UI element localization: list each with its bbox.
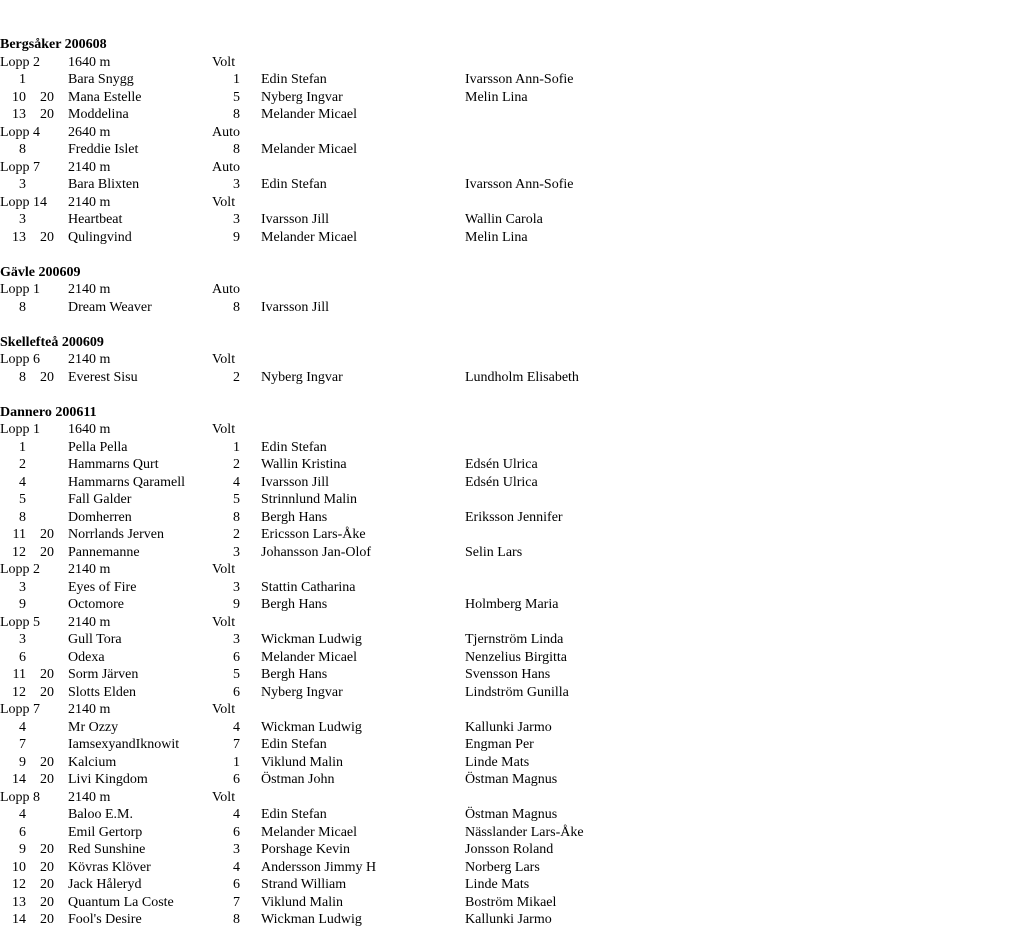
race-number: Lopp 2 xyxy=(0,54,41,70)
horse-name: Qulingvind xyxy=(68,229,132,245)
entry-row xyxy=(0,229,1024,247)
horse-name: Red Sunshine xyxy=(68,842,146,857)
handicap-tag: 20 xyxy=(40,684,54,700)
start-number: 9 xyxy=(19,842,26,857)
driver-name: Edin Stefan xyxy=(261,72,327,87)
race-header xyxy=(0,124,1024,142)
trainer-name: Östman Magnus xyxy=(465,807,558,822)
entry-row xyxy=(0,596,1024,614)
start-number: 3 xyxy=(19,632,26,647)
post-position: 3 xyxy=(233,632,240,647)
start-number: 5 xyxy=(19,492,26,507)
horse-name: Emil Gertorp xyxy=(68,824,143,840)
horse-name: Bara Blixten xyxy=(68,177,140,192)
trainer-name: Ivarsson Ann-Sofie xyxy=(465,177,574,192)
trainer-name: Linde Mats xyxy=(465,877,530,892)
driver-name: Edin Stefan xyxy=(261,737,327,752)
entry-row xyxy=(0,684,1024,702)
driver-name: Strinnlund Malin xyxy=(261,492,358,507)
start-method: Volt xyxy=(212,194,236,210)
start-number: 10 xyxy=(12,859,26,875)
start-method: Volt xyxy=(212,702,236,717)
start-number: 1 xyxy=(19,439,26,455)
race-header xyxy=(0,194,1024,212)
race-distance: 2140 m xyxy=(68,789,111,805)
horse-name: Sorm Järven xyxy=(68,667,139,682)
race-distance: 1640 m xyxy=(68,54,111,70)
handicap-tag: 20 xyxy=(40,842,54,857)
start-number: 11 xyxy=(12,527,26,542)
trainer-name: Eriksson Jennifer xyxy=(465,509,563,525)
entry-row xyxy=(0,176,1024,194)
horse-name: Livi Kingdom xyxy=(68,772,148,787)
horse-name: Moddelina xyxy=(68,107,129,122)
start-number: 13 xyxy=(12,894,26,910)
driver-name: Edin Stefan xyxy=(261,177,327,192)
race-distance: 2140 m xyxy=(68,282,111,297)
trainer-name: Lindström Gunilla xyxy=(465,684,569,700)
race-distance: 2140 m xyxy=(68,614,111,630)
start-number: 9 xyxy=(19,754,26,770)
post-position: 3 xyxy=(233,842,240,857)
post-position: 4 xyxy=(233,719,240,735)
entry-row xyxy=(0,71,1024,89)
start-number: 3 xyxy=(19,579,26,595)
entry-row xyxy=(0,456,1024,474)
horse-name: Odexa xyxy=(68,649,105,665)
entry-row xyxy=(0,631,1024,649)
race-distance: 2140 m xyxy=(68,159,111,175)
section-spacer xyxy=(0,316,1024,334)
post-position: 1 xyxy=(233,72,240,87)
handicap-tag: 20 xyxy=(40,912,54,927)
driver-name: Johansson Jan-Olof xyxy=(261,544,372,560)
driver-name: Wickman Ludwig xyxy=(261,719,362,735)
horse-name: Mana Estelle xyxy=(68,89,142,105)
race-distance: 2140 m xyxy=(68,194,111,210)
driver-name: Wickman Ludwig xyxy=(261,632,362,647)
start-number: 13 xyxy=(12,107,26,122)
horse-name: Fool's Desire xyxy=(68,912,142,927)
start-method: Volt xyxy=(212,352,236,367)
race-header xyxy=(0,789,1024,807)
horse-name: Everest Sisu xyxy=(68,369,138,385)
post-position: 5 xyxy=(233,667,240,682)
post-position: 8 xyxy=(233,299,240,315)
post-position: 5 xyxy=(233,89,240,105)
driver-name: Melander Micael xyxy=(261,649,358,665)
start-number: 11 xyxy=(12,667,26,682)
post-position: 1 xyxy=(233,754,240,770)
race-header xyxy=(0,159,1024,177)
start-number: 6 xyxy=(19,824,26,840)
handicap-tag: 20 xyxy=(40,544,54,560)
post-position: 8 xyxy=(233,509,240,525)
trainer-name: Selin Lars xyxy=(465,544,523,560)
driver-name: Ivarsson Jill xyxy=(261,474,330,490)
race-number: Lopp 5 xyxy=(0,614,41,630)
post-position: 8 xyxy=(233,107,240,122)
start-number: 3 xyxy=(19,177,26,192)
entry-row xyxy=(0,736,1024,754)
race-distance: 2140 m xyxy=(68,562,111,577)
race-header xyxy=(0,54,1024,72)
post-position: 1 xyxy=(233,439,240,455)
race-number: Lopp 4 xyxy=(0,124,41,140)
entry-row xyxy=(0,579,1024,597)
post-position: 3 xyxy=(233,544,240,560)
horse-name: Hammarns Qurt xyxy=(68,457,159,472)
post-position: 4 xyxy=(233,474,240,490)
entry-row xyxy=(0,719,1024,737)
post-position: 4 xyxy=(233,807,240,822)
race-number: Lopp 8 xyxy=(0,789,41,805)
trainer-name: Östman Magnus xyxy=(465,772,558,787)
race-number: Lopp 7 xyxy=(0,159,41,175)
trainer-name: Tjernström Linda xyxy=(465,632,564,647)
race-distance: 2140 m xyxy=(68,702,111,717)
driver-name: Ivarsson Jill xyxy=(261,212,330,227)
start-number: 9 xyxy=(19,597,26,612)
race-number: Lopp 6 xyxy=(0,352,41,367)
trainer-name: Boström Mikael xyxy=(465,894,557,910)
start-number: 3 xyxy=(19,212,26,227)
post-position: 5 xyxy=(233,492,240,507)
start-number: 6 xyxy=(19,649,26,665)
handicap-tag: 20 xyxy=(40,877,54,892)
start-number: 8 xyxy=(19,299,26,315)
driver-name: Melander Micael xyxy=(261,824,358,840)
entry-row xyxy=(0,771,1024,789)
post-position: 4 xyxy=(233,859,240,875)
section-spacer xyxy=(0,246,1024,264)
entry-row xyxy=(0,754,1024,772)
horse-name: Hammarns Qaramell xyxy=(68,474,186,490)
post-position: 2 xyxy=(233,457,240,472)
horse-name: IamsexyandIknowit xyxy=(68,737,180,752)
trainer-name: Linde Mats xyxy=(465,754,530,770)
entry-row xyxy=(0,141,1024,159)
horse-name: Dream Weaver xyxy=(68,299,152,315)
race-header xyxy=(0,281,1024,299)
race-number: Lopp 14 xyxy=(0,194,48,210)
post-position: 6 xyxy=(233,684,240,700)
race-header xyxy=(0,701,1024,719)
race-header xyxy=(0,351,1024,369)
race-number: Lopp 1 xyxy=(0,282,41,297)
entry-row xyxy=(0,89,1024,107)
entry-row xyxy=(0,439,1024,457)
post-position: 3 xyxy=(233,177,240,192)
start-method: Auto xyxy=(212,282,240,297)
start-method: Volt xyxy=(212,562,236,577)
start-number: 4 xyxy=(19,719,26,735)
driver-name: Ivarsson Jill xyxy=(261,299,330,315)
horse-name: Heartbeat xyxy=(68,212,123,227)
start-number: 14 xyxy=(12,912,26,927)
post-position: 9 xyxy=(233,597,240,612)
horse-name: Quantum La Coste xyxy=(68,894,174,910)
trainer-name: Lundholm Elisabeth xyxy=(465,369,579,385)
driver-name: Östman John xyxy=(261,772,335,787)
horse-name: Slotts Elden xyxy=(68,684,137,700)
driver-name: Stattin Catharina xyxy=(261,579,356,595)
start-method: Auto xyxy=(212,159,240,175)
horse-name: Mr Ozzy xyxy=(68,719,119,735)
meeting-title: Gävle 200609 xyxy=(0,264,81,280)
post-position: 9 xyxy=(233,229,240,245)
entry-row xyxy=(0,876,1024,894)
post-position: 6 xyxy=(233,824,240,840)
start-number: 1 xyxy=(19,72,26,87)
trainer-name: Jonsson Roland xyxy=(465,842,554,857)
driver-name: Wallin Kristina xyxy=(261,457,347,472)
horse-name: Eyes of Fire xyxy=(68,579,137,595)
handicap-tag: 20 xyxy=(40,229,54,245)
entry-row xyxy=(0,491,1024,509)
race-distance: 1640 m xyxy=(68,422,111,437)
handicap-tag: 20 xyxy=(40,894,54,910)
entry-row xyxy=(0,824,1024,842)
driver-name: Bergh Hans xyxy=(261,667,328,682)
trainer-name: Edsén Ulrica xyxy=(465,457,538,472)
driver-name: Edin Stefan xyxy=(261,807,327,822)
entry-row xyxy=(0,299,1024,317)
trainer-name: Edsén Ulrica xyxy=(465,474,538,490)
horse-name: Bara Snygg xyxy=(68,72,134,87)
driver-name: Ericsson Lars-Åke xyxy=(261,527,366,542)
driver-name: Nyberg Ingvar xyxy=(261,684,343,700)
trainer-name: Nenzelius Birgitta xyxy=(465,649,567,665)
start-number: 7 xyxy=(19,737,26,752)
entry-row xyxy=(0,369,1024,387)
start-number: 12 xyxy=(12,877,26,892)
horse-name: Norrlands Jerven xyxy=(68,527,165,542)
horse-name: Domherren xyxy=(68,509,132,525)
horse-name: Pannemanne xyxy=(68,544,140,560)
race-number: Lopp 1 xyxy=(0,422,41,437)
post-position: 6 xyxy=(233,877,240,892)
start-number: 12 xyxy=(12,684,26,700)
horse-name: Octomore xyxy=(68,597,124,612)
trainer-name: Kallunki Jarmo xyxy=(465,912,552,927)
driver-name: Bergh Hans xyxy=(261,597,328,612)
horse-name: Jack Håleryd xyxy=(68,877,142,892)
start-number: 14 xyxy=(12,772,26,787)
driver-name: Melander Micael xyxy=(261,229,358,245)
post-position: 8 xyxy=(233,142,240,157)
meeting-title: Dannero 200611 xyxy=(0,404,97,420)
post-position: 6 xyxy=(233,772,240,787)
race-header xyxy=(0,561,1024,579)
race-header xyxy=(0,421,1024,439)
start-method: Volt xyxy=(212,422,236,437)
start-number: 2 xyxy=(19,457,26,472)
entry-row xyxy=(0,894,1024,912)
handicap-tag: 20 xyxy=(40,89,54,105)
driver-name: Nyberg Ingvar xyxy=(261,89,343,105)
entry-row xyxy=(0,526,1024,544)
horse-name: Fall Galder xyxy=(68,492,132,507)
start-number: 13 xyxy=(12,229,26,245)
section-spacer xyxy=(0,386,1024,404)
start-number: 10 xyxy=(12,89,26,105)
entry-row xyxy=(0,859,1024,877)
trainer-name: Svensson Hans xyxy=(465,667,551,682)
start-method: Volt xyxy=(212,789,236,805)
post-position: 2 xyxy=(233,369,240,385)
start-method: Auto xyxy=(212,124,240,140)
horse-name: Kövras Klöver xyxy=(68,859,151,875)
horse-name: Baloo E.M. xyxy=(68,807,133,822)
post-position: 8 xyxy=(233,912,240,927)
start-method: Volt xyxy=(212,54,236,70)
post-position: 6 xyxy=(233,649,240,665)
horse-name: Freddie Islet xyxy=(68,142,139,157)
start-method: Volt xyxy=(212,614,236,630)
driver-name: Edin Stefan xyxy=(261,439,327,455)
trainer-name: Engman Per xyxy=(465,737,534,752)
post-position: 3 xyxy=(233,212,240,227)
start-number: 8 xyxy=(19,142,26,157)
meeting-title: Skellefteå 200609 xyxy=(0,334,104,350)
race-header xyxy=(0,614,1024,632)
entry-row xyxy=(0,649,1024,667)
trainer-name: Melin Lina xyxy=(465,89,528,105)
handicap-tag: 20 xyxy=(40,107,54,122)
handicap-tag: 20 xyxy=(40,527,54,542)
race-number: Lopp 2 xyxy=(0,562,41,577)
start-number: 8 xyxy=(19,509,26,525)
entry-row xyxy=(0,911,1024,929)
post-position: 7 xyxy=(233,894,240,910)
start-number: 4 xyxy=(19,474,26,490)
trainer-name: Ivarsson Ann-Sofie xyxy=(465,72,574,87)
race-number: Lopp 7 xyxy=(0,702,41,717)
start-number: 12 xyxy=(12,544,26,560)
horse-name: Kalcium xyxy=(68,754,117,770)
horse-name: Gull Tora xyxy=(68,632,122,647)
post-position: 7 xyxy=(233,737,240,752)
handicap-tag: 20 xyxy=(40,859,54,875)
entry-row xyxy=(0,806,1024,824)
handicap-tag: 20 xyxy=(40,667,54,682)
trainer-name: Norberg Lars xyxy=(465,859,540,875)
driver-name: Viklund Malin xyxy=(261,894,343,910)
driver-name: Viklund Malin xyxy=(261,754,343,770)
race-distance: 2140 m xyxy=(68,352,111,367)
entry-row xyxy=(0,474,1024,492)
driver-name: Melander Micael xyxy=(261,142,358,157)
race-distance: 2640 m xyxy=(68,124,111,140)
driver-name: Andersson Jimmy H xyxy=(261,859,377,875)
post-position: 2 xyxy=(233,527,240,542)
entry-row xyxy=(0,666,1024,684)
entry-row xyxy=(0,106,1024,124)
post-position: 3 xyxy=(233,579,240,595)
entry-row xyxy=(0,544,1024,562)
driver-name: Melander Micael xyxy=(261,107,358,122)
driver-name: Nyberg Ingvar xyxy=(261,369,343,385)
handicap-tag: 20 xyxy=(40,754,54,770)
horse-name: Pella Pella xyxy=(68,439,128,455)
entry-row xyxy=(0,211,1024,229)
handicap-tag: 20 xyxy=(40,772,54,787)
trainer-name: Kallunki Jarmo xyxy=(465,719,552,735)
trainer-name: Holmberg Maria xyxy=(465,597,559,612)
trainer-name: Melin Lina xyxy=(465,229,528,245)
entry-row xyxy=(0,841,1024,859)
driver-name: Wickman Ludwig xyxy=(261,912,362,927)
entry-row xyxy=(0,509,1024,527)
driver-name: Strand William xyxy=(261,877,347,892)
trainer-name: Wallin Carola xyxy=(465,212,543,227)
driver-name: Porshage Kevin xyxy=(261,842,351,857)
start-number: 4 xyxy=(19,807,26,822)
handicap-tag: 20 xyxy=(40,369,54,385)
trainer-name: Nässlander Lars-Åke xyxy=(465,824,584,840)
start-list-document xyxy=(0,36,1024,929)
meeting-title: Bergsåker 200608 xyxy=(0,37,107,52)
driver-name: Bergh Hans xyxy=(261,509,328,525)
start-number: 8 xyxy=(19,369,26,385)
